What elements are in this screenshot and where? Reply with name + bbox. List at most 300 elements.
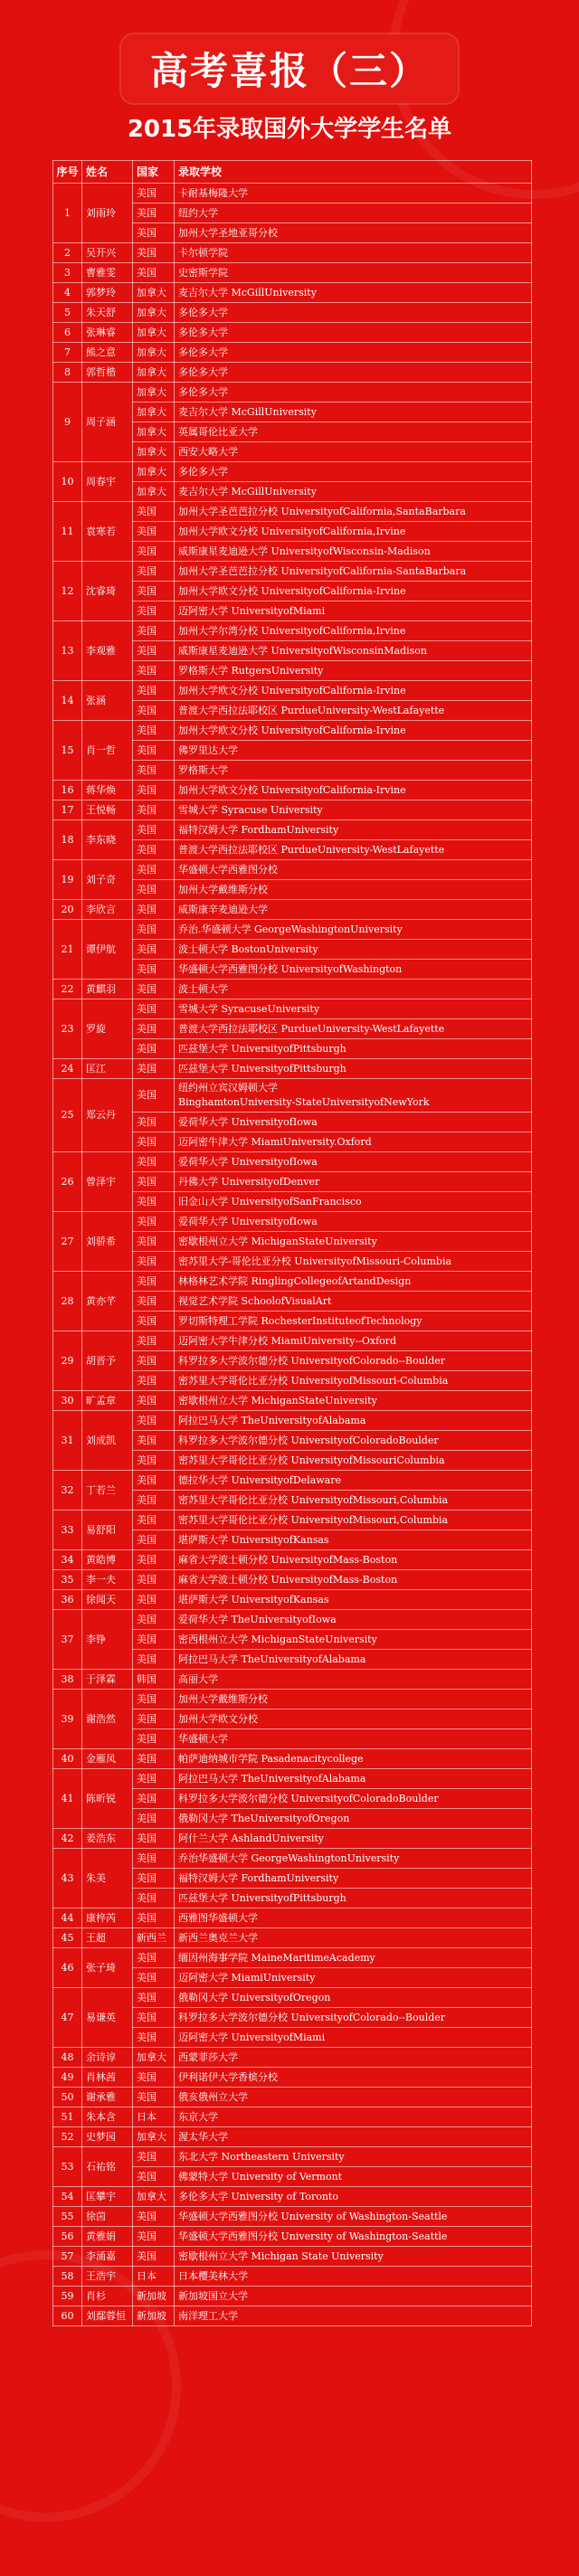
school-cell: 阿拉巴马大学 TheUniversityofAlabama (175, 1769, 532, 1789)
country-cell: 新西兰 (133, 1928, 175, 1948)
country-cell: 美国 (133, 1530, 175, 1550)
school-cell: 纽约大学 (175, 204, 532, 223)
student-number: 9 (53, 383, 82, 462)
school-cell: 加州大学欧文分校 UniversityofCalifornia-Irvine (175, 681, 532, 701)
school-cell: 日本樱美林大学 (175, 2267, 532, 2287)
list-title: 2015年录取国外大学学生名单 (127, 116, 452, 143)
student-name: 李铮 (82, 1610, 133, 1670)
country-cell: 美国 (133, 641, 175, 661)
country-cell: 美国 (133, 2247, 175, 2267)
student-name: 姜浩东 (82, 1829, 133, 1849)
student-name: 王浩宇 (82, 2267, 133, 2287)
country-cell: 美国 (133, 2167, 175, 2187)
table-row (53, 860, 532, 880)
table-row (53, 323, 532, 343)
country-cell: 美国 (133, 1690, 175, 1709)
school-cell: 加州大学圣芭芭拉分校 UniversityofCalifornia,SantaBarbara (175, 502, 532, 522)
country-cell: 美国 (133, 1391, 175, 1411)
school-cell: 密苏里大学哥伦比亚分校 UniversityofMissouri-Columbia (175, 1371, 532, 1391)
country-cell: 美国 (133, 1351, 175, 1371)
country-cell: 美国 (133, 1749, 175, 1769)
student-name: 于泽霖 (82, 1670, 133, 1690)
country-cell: 美国 (133, 1769, 175, 1789)
student-name: 曹雅雯 (82, 263, 133, 283)
student-number: 43 (53, 1849, 82, 1908)
student-name: 黄麒羽 (82, 980, 133, 999)
school-cell: 科罗拉多大学波尔德分校 UniversityofColorado--Boulder (175, 1351, 532, 1371)
student-name: 康梓芮 (82, 1908, 133, 1928)
country-cell: 美国 (133, 1570, 175, 1590)
country-cell: 美国 (133, 562, 175, 582)
table-row (53, 2187, 532, 2207)
student-name: 袁寒若 (82, 502, 133, 562)
school-cell: 西安大略大学 (175, 442, 532, 462)
school-cell: 迈阿密大学 UniversityofMiami (175, 601, 532, 621)
student-name: 刘鄢蓉恒 (82, 2306, 133, 2326)
school-cell: 普渡大学西拉法耶校区 PurdueUniversity-WestLafayette (175, 1019, 532, 1039)
table-row (53, 1212, 532, 1232)
country-cell: 美国 (133, 1059, 175, 1079)
table-row (53, 2107, 532, 2127)
table-row (53, 562, 532, 582)
country-cell: 美国 (133, 1192, 175, 1212)
school-cell: 新西兰奥克兰大学 (175, 1928, 532, 1948)
country-cell: 美国 (133, 860, 175, 880)
school-cell: 堪萨斯大学 UniversityofKansas (175, 1590, 532, 1610)
country-cell: 美国 (133, 1729, 175, 1749)
student-name: 刘雨玲 (82, 184, 133, 243)
student-number: 24 (53, 1059, 82, 1079)
school-cell: 多伦多大学 (175, 363, 532, 383)
school-cell: 迈阿密大学牛津分校 MiamiUniversity--Oxford (175, 1331, 532, 1351)
country-cell: 美国 (133, 1869, 175, 1889)
student-number: 1 (53, 184, 82, 243)
table-row (53, 681, 532, 701)
country-cell: 美国 (133, 999, 175, 1019)
table-row (53, 2048, 532, 2068)
country-cell: 日本 (133, 2267, 175, 2287)
country-cell: 加拿大 (133, 482, 175, 502)
student-number: 23 (53, 999, 82, 1059)
student-number: 19 (53, 860, 82, 900)
school-cell: 麻省大学波士顿分校 UniversityofMass-Boston (175, 1570, 532, 1590)
student-number: 6 (53, 323, 82, 343)
student-name: 郭梦玲 (82, 283, 133, 303)
school-cell: 加州大学欧文分校 UniversityofCalifornia,Irvine (175, 522, 532, 542)
header-number: 序号 (53, 161, 82, 184)
table-row (53, 2247, 532, 2267)
country-cell: 加拿大 (133, 2127, 175, 2147)
table-row (53, 263, 532, 283)
table-row (53, 1849, 532, 1869)
student-name: 蒋华焕 (82, 781, 133, 800)
table-header-row (53, 161, 532, 184)
student-name: 朱本含 (82, 2107, 133, 2127)
school-cell: 佛罗里达大学 (175, 741, 532, 761)
table-row (53, 920, 532, 940)
table-row (53, 1928, 532, 1948)
school-cell: 阿拉巴马大学 TheUniversityofAlabama (175, 1411, 532, 1431)
school-cell: 俄勒冈大学 UniversityofOregon (175, 1988, 532, 2008)
header-name: 姓名 (82, 161, 133, 184)
student-number: 30 (53, 1391, 82, 1411)
table-row (53, 1331, 532, 1351)
table-row (53, 1670, 532, 1690)
school-cell: 迈阿密大学 MiamiUniversity (175, 1968, 532, 1988)
school-cell: 华盛顿大学西雅图分校 UniversityofWashington (175, 960, 532, 980)
student-number: 29 (53, 1331, 82, 1391)
school-cell: 加州大学戴维斯分校 (175, 880, 532, 900)
student-name: 易舒阳 (82, 1511, 133, 1550)
table-row (53, 999, 532, 1019)
school-cell: 加州大学圣芭芭拉分校 UniversityofCalifornia-SantaBarbara (175, 562, 532, 582)
header-school: 录取学校 (175, 161, 532, 184)
student-number: 42 (53, 1829, 82, 1849)
school-cell: 雪城大学 Syracuse University (175, 800, 532, 820)
table-row (53, 1829, 532, 1849)
country-cell: 加拿大 (133, 422, 175, 442)
school-cell: 丹佛大学 UniversityofDenver (175, 1172, 532, 1192)
student-name: 熊之意 (82, 343, 133, 363)
student-name: 李涌嘉 (82, 2247, 133, 2267)
school-cell: 阿什兰大学 AshlandUniversity (175, 1829, 532, 1849)
school-cell: 密苏里大学哥伦比亚分校 UniversityofMissouri,Columbia (175, 1491, 532, 1511)
country-cell: 美国 (133, 1451, 175, 1471)
student-name: 郑云丹 (82, 1079, 133, 1152)
country-cell: 美国 (133, 741, 175, 761)
country-cell: 美国 (133, 601, 175, 621)
table-row (53, 721, 532, 741)
country-cell: 美国 (133, 1590, 175, 1610)
school-cell: 加州大学欧文分校 UniversityofCalifornia-Irvine (175, 781, 532, 800)
school-cell: 英属哥伦比亚大学 (175, 422, 532, 442)
school-cell: 缅因州海事学院 MaineMaritimeAcademy (175, 1948, 532, 1968)
table-row (53, 363, 532, 383)
table-row (53, 1550, 532, 1570)
country-cell: 美国 (133, 1948, 175, 1968)
table-row (53, 1152, 532, 1172)
school-cell: 麦吉尔大学 McGillUniversity (175, 283, 532, 303)
country-cell: 美国 (133, 243, 175, 263)
country-cell: 美国 (133, 502, 175, 522)
student-name: 曾泽宇 (82, 1152, 133, 1212)
country-cell: 加拿大 (133, 383, 175, 402)
student-name: 刘骄希 (82, 1212, 133, 1272)
country-cell: 美国 (133, 1113, 175, 1132)
school-cell: 华盛顿大学 (175, 1729, 532, 1749)
country-cell: 加拿大 (133, 323, 175, 343)
table-row (53, 1948, 532, 1968)
country-cell: 美国 (133, 2008, 175, 2028)
school-cell: 威斯康星麦迪逊大学 UniversityofWisconsin-Madison (175, 542, 532, 562)
student-number: 40 (53, 1749, 82, 1769)
school-cell: 密苏里大学哥伦比亚分校 UniversityofMissouri,Columbia (175, 1511, 532, 1530)
country-cell: 加拿大 (133, 442, 175, 462)
school-cell: 罗切斯特理工学院 RochesterInstituteofTechnology (175, 1312, 532, 1331)
country-cell: 美国 (133, 1039, 175, 1059)
student-name: 沈睿琦 (82, 562, 133, 621)
school-cell: 阿拉巴马大学 TheUniversityofAlabama (175, 1650, 532, 1670)
student-number: 8 (53, 363, 82, 383)
student-number: 57 (53, 2247, 82, 2267)
country-cell: 美国 (133, 2147, 175, 2167)
student-number: 54 (53, 2187, 82, 2207)
school-cell: 佛蒙特大学 University of Vermont (175, 2167, 532, 2187)
student-number: 35 (53, 1570, 82, 1590)
table-row (53, 1610, 532, 1630)
student-name: 徐闻天 (82, 1590, 133, 1610)
country-cell: 美国 (133, 661, 175, 681)
table-row (53, 1769, 532, 1789)
school-cell: 科罗拉多大学波尔德分校 UniversityofColorado--Boulder (175, 2008, 532, 2028)
school-cell: 西雅图华盛顿大学 (175, 1908, 532, 1928)
country-cell: 新加坡 (133, 2306, 175, 2326)
student-name: 李欣言 (82, 900, 133, 920)
table-row (53, 1570, 532, 1590)
school-cell: 爱荷华大学 TheUniversityofIowa (175, 1610, 532, 1630)
school-cell: 新加坡国立大学 (175, 2287, 532, 2306)
table-row (53, 2127, 532, 2147)
table-row (53, 2207, 532, 2227)
student-number: 7 (53, 343, 82, 363)
student-name: 史梦园 (82, 2127, 133, 2147)
country-cell: 美国 (133, 1849, 175, 1869)
school-cell: 帕萨迪纳城市学院 Pasadenacitycollege (175, 1749, 532, 1769)
school-cell: 多伦多大学 University of Toronto (175, 2187, 532, 2207)
school-cell: 科罗拉多大学波尔德分校 UniversityofColoradoBoulder (175, 1789, 532, 1809)
school-cell: 华盛顿大学西雅图分校 University of Washington-Seattle (175, 2207, 532, 2227)
school-cell: 匹兹堡大学 UniversityofPittsburgh (175, 1059, 532, 1079)
student-name: 李东晓 (82, 820, 133, 860)
school-cell: 迈阿密大学 UniversityofMiami (175, 2028, 532, 2048)
country-cell: 美国 (133, 1132, 175, 1152)
student-number: 20 (53, 900, 82, 920)
student-name: 朱美 (82, 1849, 133, 1908)
school-cell: 多伦多大学 (175, 343, 532, 363)
school-cell: 多伦多大学 (175, 323, 532, 343)
student-name: 王悦畅 (82, 800, 133, 820)
student-name: 胡晋予 (82, 1331, 133, 1391)
table-row (53, 800, 532, 820)
table-row (53, 1908, 532, 1928)
school-cell: 波士顿大学 (175, 980, 532, 999)
student-number: 18 (53, 820, 82, 860)
school-cell: 爱荷华大学 UniversityofIowa (175, 1212, 532, 1232)
student-name: 谢浩然 (82, 1690, 133, 1749)
student-number: 36 (53, 1590, 82, 1610)
student-number: 27 (53, 1212, 82, 1272)
student-name: 肖林茜 (82, 2068, 133, 2088)
country-cell: 美国 (133, 880, 175, 900)
school-cell: 加州大学欧文分校 UniversityofCalifornia-Irvine (175, 721, 532, 741)
school-cell: 爱荷华大学 UniversityofIowa (175, 1152, 532, 1172)
country-cell: 美国 (133, 621, 175, 641)
country-cell: 美国 (133, 1789, 175, 1809)
student-name: 罗旋 (82, 999, 133, 1059)
school-cell: 麦吉尔大学 McGillUniversity (175, 482, 532, 502)
student-number: 60 (53, 2306, 82, 2326)
student-name: 余诗谆 (82, 2048, 133, 2068)
country-cell: 加拿大 (133, 343, 175, 363)
school-cell: 加州大学尔湾分校 UniversityofCalifornia,Irvine (175, 621, 532, 641)
school-cell: 东北大学 Northeastern University (175, 2147, 532, 2167)
student-number: 52 (53, 2127, 82, 2147)
table-row (53, 2227, 532, 2247)
country-cell: 加拿大 (133, 363, 175, 383)
school-cell: 麦吉尔大学 McGillUniversity (175, 402, 532, 422)
country-cell: 美国 (133, 1630, 175, 1650)
student-name: 李观雅 (82, 621, 133, 681)
school-cell: 密苏里大学哥伦比亚分校 UniversityofMissouriColumbia (175, 1451, 532, 1471)
table-row (53, 1690, 532, 1709)
student-name: 肖一哲 (82, 721, 133, 781)
student-name: 谢承雅 (82, 2088, 133, 2107)
country-cell: 美国 (133, 761, 175, 781)
student-number: 28 (53, 1272, 82, 1331)
student-number: 31 (53, 1411, 82, 1471)
student-number: 53 (53, 2147, 82, 2187)
student-number: 22 (53, 980, 82, 999)
table-row (53, 621, 532, 641)
country-cell: 美国 (133, 1172, 175, 1192)
country-cell: 加拿大 (133, 2048, 175, 2068)
country-cell: 加拿大 (133, 462, 175, 482)
school-cell: 罗格斯大学 RutgersUniversity (175, 661, 532, 681)
country-cell: 美国 (133, 1152, 175, 1172)
student-number: 12 (53, 562, 82, 621)
school-cell: 波士顿大学 BostonUniversity (175, 940, 532, 960)
student-name: 吴开兴 (82, 243, 133, 263)
country-cell: 美国 (133, 1809, 175, 1829)
student-number: 17 (53, 800, 82, 820)
student-name: 易谦英 (82, 1988, 133, 2048)
table-row (53, 383, 532, 402)
student-name: 黄皓博 (82, 1550, 133, 1570)
student-number: 37 (53, 1610, 82, 1670)
student-number: 56 (53, 2227, 82, 2247)
country-cell: 加拿大 (133, 2187, 175, 2207)
country-cell: 美国 (133, 2207, 175, 2227)
student-number: 49 (53, 2068, 82, 2088)
table-row (53, 1511, 532, 1530)
student-number: 39 (53, 1690, 82, 1749)
country-cell: 美国 (133, 263, 175, 283)
student-number: 32 (53, 1471, 82, 1511)
school-cell: 罗格斯大学 (175, 761, 532, 781)
school-cell: 密西根州立大学 MichiganStateUniversity (175, 1630, 532, 1650)
country-cell: 美国 (133, 1829, 175, 1849)
school-cell: 普渡大学西拉法耶校区 PurdueUniversity-WestLafayette (175, 701, 532, 721)
student-name: 谭伊航 (82, 920, 133, 980)
student-name: 张涵 (82, 681, 133, 721)
country-cell: 美国 (133, 701, 175, 721)
country-cell: 新加坡 (133, 2287, 175, 2306)
school-cell: 渥太华大学 (175, 2127, 532, 2147)
table-row (53, 343, 532, 363)
country-cell: 美国 (133, 1988, 175, 2008)
student-number: 47 (53, 1988, 82, 2048)
country-cell: 美国 (133, 1331, 175, 1351)
school-cell: 西蒙菲莎大学 (175, 2048, 532, 2068)
school-cell: 华盛顿大学西雅图分校 University of Washington-Seattle (175, 2227, 532, 2247)
table-row (53, 283, 532, 303)
country-cell: 美国 (133, 1312, 175, 1331)
table-row (53, 303, 532, 323)
country-cell: 美国 (133, 582, 175, 601)
student-name: 旷孟章 (82, 1391, 133, 1411)
school-cell: 俄勒冈大学 TheUniversityofOregon (175, 1809, 532, 1829)
country-cell: 美国 (133, 2028, 175, 2048)
table-row (53, 243, 532, 263)
school-cell: 威斯康星麦迪逊大学 UniversityofWisconsinMadison (175, 641, 532, 661)
table-row (53, 781, 532, 800)
country-cell: 美国 (133, 840, 175, 860)
country-cell: 美国 (133, 1232, 175, 1252)
country-cell: 美国 (133, 1889, 175, 1908)
country-cell: 美国 (133, 522, 175, 542)
student-number: 13 (53, 621, 82, 681)
school-cell: 匹兹堡大学 UniversityofPittsburgh (175, 1889, 532, 1908)
school-cell: 加州大学戴维斯分校 (175, 1690, 532, 1709)
student-number: 4 (53, 283, 82, 303)
country-cell: 美国 (133, 960, 175, 980)
school-cell: 威斯康辛麦迪逊大学 (175, 900, 532, 920)
student-number: 50 (53, 2088, 82, 2107)
country-cell: 美国 (133, 1610, 175, 1630)
country-cell: 美国 (133, 1371, 175, 1391)
country-cell: 美国 (133, 781, 175, 800)
country-cell: 美国 (133, 800, 175, 820)
table-row (53, 820, 532, 840)
school-cell: 多伦多大学 (175, 383, 532, 402)
country-cell: 美国 (133, 1212, 175, 1232)
school-cell: 密歇根州立大学 MichiganStateUniversity (175, 1232, 532, 1252)
table-row (53, 1411, 532, 1431)
student-name: 郭哲楷 (82, 363, 133, 383)
school-cell: 南洋理工大学 (175, 2306, 532, 2326)
student-number: 41 (53, 1769, 82, 1829)
country-cell: 韩国 (133, 1670, 175, 1690)
student-number: 14 (53, 681, 82, 721)
country-cell: 日本 (133, 2107, 175, 2127)
student-number: 59 (53, 2287, 82, 2306)
table-row (53, 502, 532, 522)
student-name: 李一夫 (82, 1570, 133, 1590)
school-cell: 林格林艺术学院 RinglingCollegeofArtandDesign (175, 1272, 532, 1292)
table-row (53, 1272, 532, 1292)
school-cell: 堪萨斯大学 UniversityofKansas (175, 1530, 532, 1550)
student-name: 朱天舒 (82, 303, 133, 323)
student-number: 46 (53, 1948, 82, 1988)
student-number: 25 (53, 1079, 82, 1152)
student-name: 刘成凯 (82, 1411, 133, 1471)
school-cell: 视觉艺术学院 SchoolofVisualArt (175, 1292, 532, 1312)
school-cell: 雪城大学 SyracuseUniversity (175, 999, 532, 1019)
school-cell: 伊利诺伊大学香槟分校 (175, 2068, 532, 2088)
country-cell: 美国 (133, 1471, 175, 1491)
country-cell: 美国 (133, 920, 175, 940)
student-name: 匡江 (82, 1059, 133, 1079)
country-cell: 美国 (133, 184, 175, 204)
country-cell: 美国 (133, 940, 175, 960)
country-cell: 美国 (133, 1272, 175, 1292)
student-name: 张子琦 (82, 1948, 133, 1988)
country-cell: 美国 (133, 2068, 175, 2088)
table-row (53, 2088, 532, 2107)
country-cell: 加拿大 (133, 402, 175, 422)
table-row (53, 900, 532, 920)
school-cell: 爱荷华大学 UniversityofIowa (175, 1113, 532, 1132)
